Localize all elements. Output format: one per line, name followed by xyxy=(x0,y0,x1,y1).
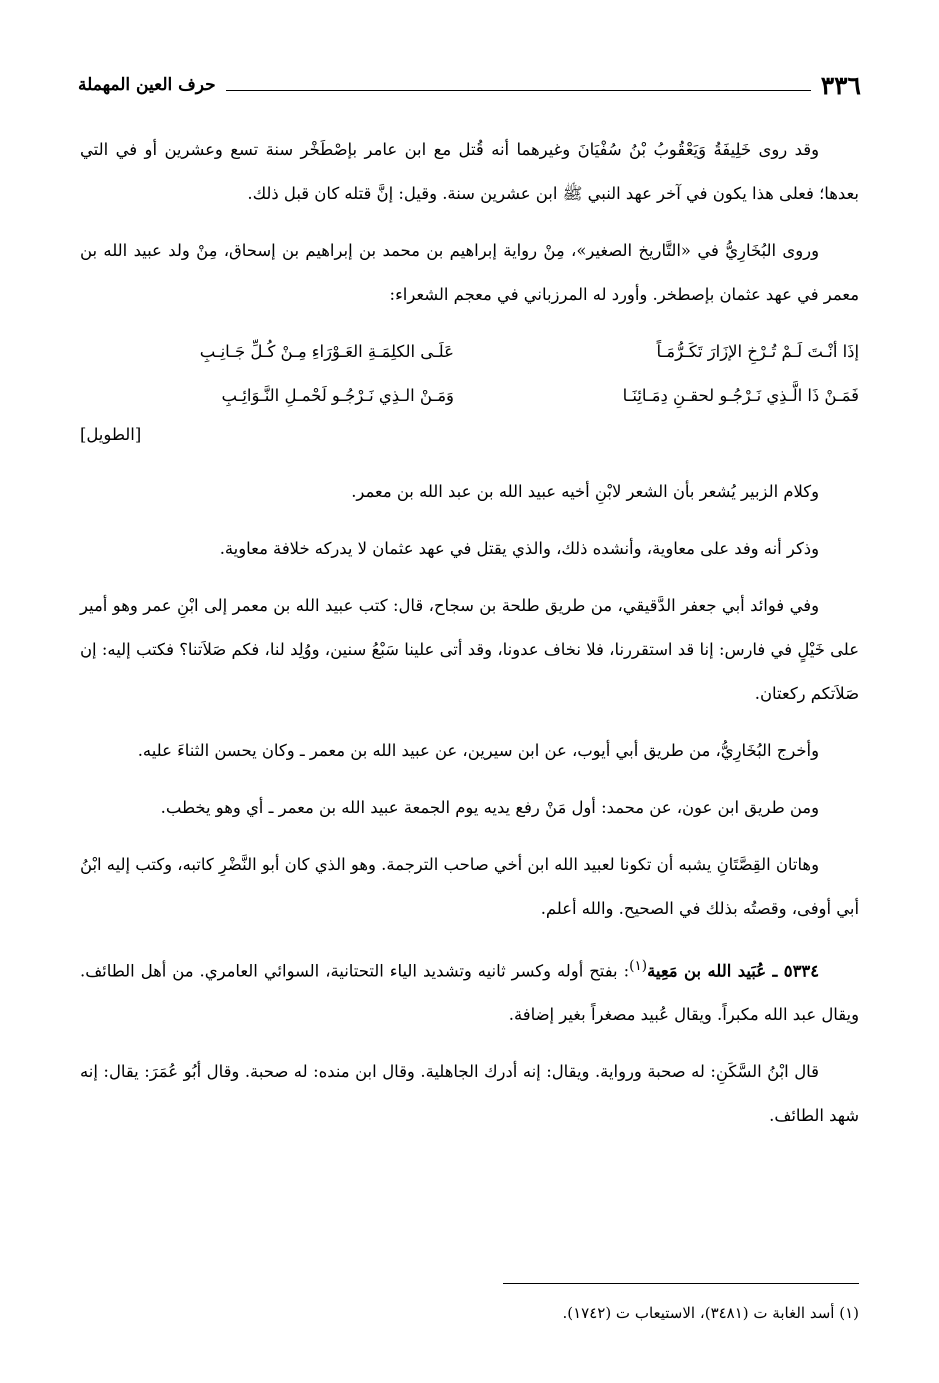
verse-first-hemistich: إذَا أنْـتَ لَـمْ تُـرْخِ الإزَارَ تَكَـرُّمَـاً xyxy=(656,342,859,361)
page-number: ٣٣٦ xyxy=(820,70,861,100)
poem xyxy=(80,330,859,452)
poem-verse xyxy=(80,330,859,374)
running-title: حرف العين المهملة xyxy=(78,75,216,95)
verse-first-hemistich: فَمَـنْ ذَا الَّـذِي نَـرْجُـو لحقـنِ دِمَـائِنَـا xyxy=(622,386,859,405)
entry-heading: ٥٣٣٤ ـ عُبَيد الله بن مَعِية xyxy=(647,961,819,981)
paragraph: وقد روى خَلِيفَةُ وَيَعْقُوبُ بْنُ سُفْيَانَ وغيرهما أنه قُتل مع ابن عامر بإصْطَخْر سنة تسع وعشرين أو في التي بعدها؛ فعلى هذا يكون في آخر عهد النبي ﷺ ابن عشرين سنة. وقيل: إنَّ قتله كان قبل ذلك. xyxy=(80,140,859,203)
paragraph: وفي فوائد أبي جعفر الدَّقيقي، من طريق طلحة بن سجاح، قال: كتب عبيد الله بن معمر إلى ابْنِ عمر وهو أمير على خَيْلٍ في فارس: إنا قد استقررنا، فلا نخاف عدونا، وقد أتى علينا سَبْعُ سنين، ووُلِد لنا، فكم صَلاَتنا؟ فكتب إليه: إن صَلاَتكم ركعتان. xyxy=(80,596,859,703)
paragraph: وأخرج البُخَارِيُّ، من طريق أبي أيوب، عن ابن سيرين، عن عبيد الله بن معمر ـ وكان يحسن الثناءَ عليه. xyxy=(137,741,819,760)
paragraph: قال ابْنُ السَّكَنِ: له صحبة ورواية. ويقال: إنه أدرك الجاهلية. وقال ابن منده: له صحبة. وقال أبُو عُمَرَ: يقال: إنه شهد الطائف. xyxy=(80,1062,859,1126)
page-header xyxy=(78,70,861,100)
main-text xyxy=(80,128,859,1151)
paragraph: وروى البُخَارِيُّ في «التَّاريخ الصغير»، مِنْ رواية إبراهيم بن محمد بن إبراهيم بن إسحاق، مِنْ ولد عبيد الله بن معمر في عهد عثمان بإصطخر. وأورد له المرزباني في معجم الشعراء: xyxy=(80,241,859,304)
entry-paragraph xyxy=(80,944,859,1037)
entry-text: : بفتح أوله وكسر ثانيه وتشديد الياء التحتانية، السوائي العامري. من أهل الطائف. ويقال عبد الله مكبراً. ويقال عُبيد مصغراً بغير إضافة. xyxy=(80,961,859,1025)
paragraph: وهاتان القِصَّتَانِ يشبه أن تكونا لعبيد الله ابن أخي صاحب الترجمة. وهو الذي كان أبو النَّضْرِ كاتبه، وكتب إليه ابْنُ أبي أوفى، وقصتُه بذلك في الصحيح. والله أعلم. xyxy=(80,855,859,918)
paragraph: وذكر أنه وفد على معاوية، وأنشده ذلك، والذي يقتل في عهد عثمان لا يدركه خلافة معاوية. xyxy=(219,539,819,558)
footnote-rule xyxy=(503,1283,859,1284)
paragraph: ومن طريق ابن عون، عن محمد: أول مَنْ رفع يديه يوم الجمعة عبيد الله بن معمر ـ أي وهو يخطب. xyxy=(160,798,819,817)
poem-meter: [الطويل] xyxy=(80,425,142,444)
verse-second-hemistich: عَلَـى الكلِمَـةِ العَـوْرَاءِ مِـنْ كُـلِّ جَـانِـبِ xyxy=(199,342,454,361)
paragraph: وكلام الزبير يُشعر بأن الشعر لابْنِ أخيه عبيد الله بن عبد الله بن معمر. xyxy=(351,482,819,501)
footnote-ref[interactable]: (١) xyxy=(629,958,648,974)
verse-second-hemistich: وَمَـنْ الـذِي نَـرْجُـو لَحْمـلِ النَّـوَائِـبِ xyxy=(221,386,454,405)
poem-verse xyxy=(80,374,859,418)
footnote: (١) أسد الغابة ت (٣٤٨١)، الاستيعاب ت (١٧٤٢). xyxy=(562,1304,859,1322)
header-rule xyxy=(226,90,811,91)
